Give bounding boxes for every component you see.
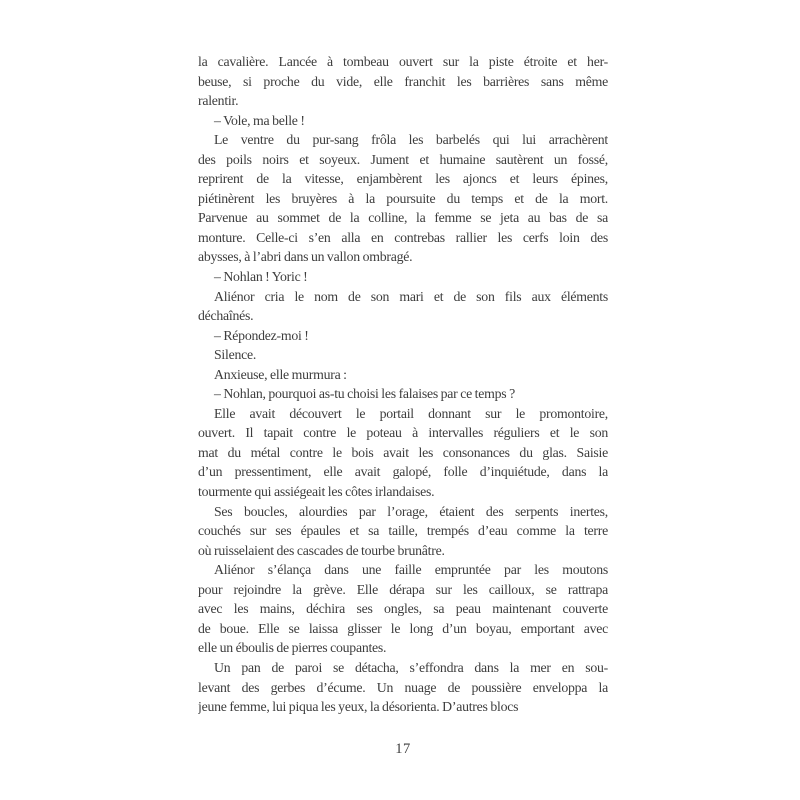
paragraph [198,345,608,365]
text-line: mat du métal contre le bois avait les consonances du glas. Saisie [198,444,608,460]
text-line: jeune femme, lui piqua les yeux, la désorienta. D’autres blocs [198,699,519,715]
text-line: Le ventre du pur-sang frôla les barbelés qui lui arrachèrent [214,132,608,148]
text-line: de boue. Elle se laissa glisser le long d’un boyau, emportant avec [198,620,608,636]
paragraph [198,111,608,131]
paragraph [198,326,608,346]
paragraph [198,384,608,404]
text-line: Parvenue au sommet de la colline, la femme se jeta au bas de sa [198,210,608,226]
text-line: abysses, à l’abri dans un vallon ombragé. [198,249,413,265]
text-line: elle un éboulis de pierres coupantes. [198,640,387,656]
text-line: pour rejoindre la grève. Elle dérapa sur les cailloux, se rattrapa [198,581,608,597]
text-line: Silence. [214,347,257,363]
paragraph [198,658,608,717]
text-line: Ses boucles, alourdies par l’orage, étaient des serpents inertes, [214,503,608,519]
text-line: – Répondez-moi ! [214,327,309,343]
text-line: levant des gerbes d’écume. Un nuage de poussière enveloppa la [198,679,608,695]
text-line: – Nohlan ! Yoric ! [214,269,308,285]
paragraph [198,130,608,267]
text-column [198,52,608,717]
text-line: des poils noirs et soyeux. Jument et humaine sautèrent un fossé, [198,151,608,167]
text-line: déchaînés. [198,308,254,324]
paragraph [198,287,608,326]
paragraph [198,365,608,385]
text-line: reprirent de la vitesse, enjambèrent les ajoncs et leurs épines, [198,171,608,187]
text-line: Anxieuse, elle murmura : [214,366,347,382]
paragraph [198,560,608,658]
text-line: monture. Celle-ci s’en alla en contrebas rallier les cerfs loin des [198,229,608,245]
paragraph [198,502,608,561]
text-line: Elle avait découvert le portail donnant sur le promontoire, [214,405,608,421]
text-line: Aliénor s’élança dans une faille empruntée par les moutons [214,562,608,578]
text-line: – Vole, ma belle ! [214,112,305,128]
text-line: tourmente qui assiégeait les côtes irlandaises. [198,484,435,500]
text-line: ouvert. Il tapait contre le poteau à intervalles réguliers et le son [198,425,608,441]
text-line: la cavalière. Lancée à tombeau ouvert sur la piste étroite et her- [198,54,608,69]
text-line: où ruisselaient des cascades de tourbe brunâtre. [198,542,445,558]
text-line: ralentir. [198,93,239,109]
paragraph [198,404,608,502]
paragraph [198,52,608,111]
paragraph [198,267,608,287]
text-line: – Nohlan, pourquoi as-tu choisi les falaises par ce temps ? [214,386,515,402]
text-line: avec les mains, déchira ses ongles, sa peau maintenant couverte [198,601,608,617]
text-line: Un pan de paroi se détacha, s’effondra dans la mer en sou- [214,659,608,675]
text-line: couchés sur ses épaules et sa taille, trempés d’eau comme la terre [198,523,608,539]
page-number: 17 [395,741,411,757]
text-line: Aliénor cria le nom de son mari et de son fils aux éléments [214,288,608,304]
text-line: d’un pressentiment, elle avait galopé, folle d’inquiétude, dans la [198,464,608,480]
text-line: beuse, si proche du vide, elle franchit les barrières sans même [198,73,608,89]
text-line: piétinèrent les bruyères à la poursuite du temps et de la mort. [198,190,608,206]
